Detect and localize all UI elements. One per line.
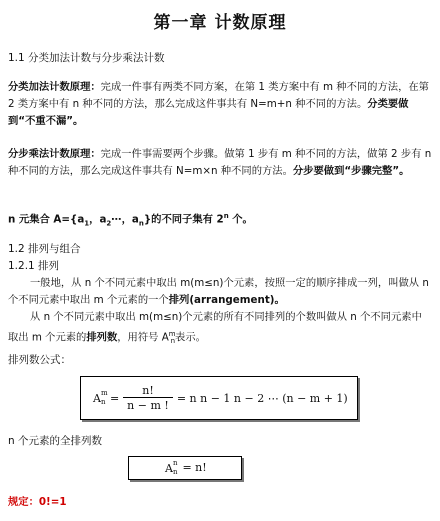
permutation-definition-text: 一般地，从 n 个不同元素中取出 m(m≤n)个元素，按照一定的顺序排成一列，叫做从 n 个不同元素中取出 m 个元素的一个 [8,277,429,306]
subset-text-d: }的不同子集有 2 [143,213,224,226]
subset-text-e: 个。 [228,213,253,226]
full-permutation-formula-box [128,456,242,480]
permutation-symbol-sub: n [170,337,176,346]
formula-lhs-symbol [93,388,108,406]
addition-principle-label: 分类加法计数原理： [8,81,101,93]
formula-equals: = [109,391,120,405]
formula-fraction [123,384,173,412]
subset-sub-1: 1 [84,219,90,228]
permutation-english: (arrangement)。 [189,294,285,306]
subset-text-a: n 元集合 A={a [8,213,85,226]
full-permutation-label: n 个元素的全排列数 [8,435,102,447]
permutation-formula-box [80,376,358,420]
permutation-symbol-sup: m [168,330,176,338]
permutation-term: 排列 [168,294,190,306]
chapter-title: 第一章 计数原理 [153,13,287,33]
addition-principle-text: 完成一件事有两类不同方案，在第 1 类方案中有 m 种不同的方法，在第 2 类方案中有 n 种不同的方法，那么完成这件事共有 N=m+n 种不同的方法。 [8,81,429,110]
formula-numerator: n! [142,384,154,397]
subset-text-b: ，a [89,213,107,226]
subset-text-c: ⋯，a [111,213,139,226]
full-formula-sup: n [172,458,178,467]
section-1-2-heading: 1.2 排列与组合 [8,243,81,255]
multiplication-principle-emphasis: 分步要做到“步骤完整”。 [292,165,410,177]
zero-factorial-rule [8,494,432,511]
permutation-number-text: 从 n 个不同元素中取出 m(m≤n)个元素的所有不同排列的个数叫做从 n 个不同元素中取出 m 个元素的 [8,311,422,344]
full-formula-rhs: = n! [178,461,207,474]
formula-label: 排列数公式： [8,354,71,366]
formula-denominator: n − m ! [123,397,173,412]
multiplication-principle-paragraph [8,146,432,180]
multiplication-principle-text: 完成一件事需要两个步骤。做第 1 步有 m 种不同的方法，做第 2 步有 n 种不同的方法，那么完成这件事共有 N=m×n 种不同的方法。 [8,148,432,177]
permutation-number-term: 排列数 [86,331,118,344]
section-1-1-heading: 1.1 分类加法计数与分步乘法计数 [8,52,165,64]
addition-principle-emphasis: 分类要做到“不重不漏”。 [8,98,409,127]
permutation-definition [8,275,432,309]
formula-a: A [93,391,101,405]
subset-sub-n: n [138,219,144,228]
permutation-symbol-tail: 表示。 [175,331,206,344]
subset-count-statement [8,208,432,232]
formula-product: = n n − 1 n − 2 ⋯ (n − m + 1) [176,391,348,405]
subset-sup-n: n [223,212,229,220]
full-permutation-formula [165,458,207,476]
subset-sub-2: 2 [106,219,112,228]
permutation-symbol-text: ，用符号 A [117,331,169,344]
rule-value: 0!=1 [38,496,67,508]
multiplication-principle-label: 分步乘法计数原理： [8,148,101,160]
full-formula-symbol [165,458,178,476]
rule-label: 规定： [8,496,39,508]
full-formula-a: A [165,461,173,475]
permutation-number-definition [8,309,432,350]
full-formula-sub: n [172,467,178,476]
formula-sub-n: n [100,397,106,406]
addition-principle-paragraph [8,79,432,130]
section-1-2-1-heading: 1.2.1 排列 [8,260,60,272]
formula-sup-m: m [100,388,108,397]
permutation-formula [93,382,348,414]
